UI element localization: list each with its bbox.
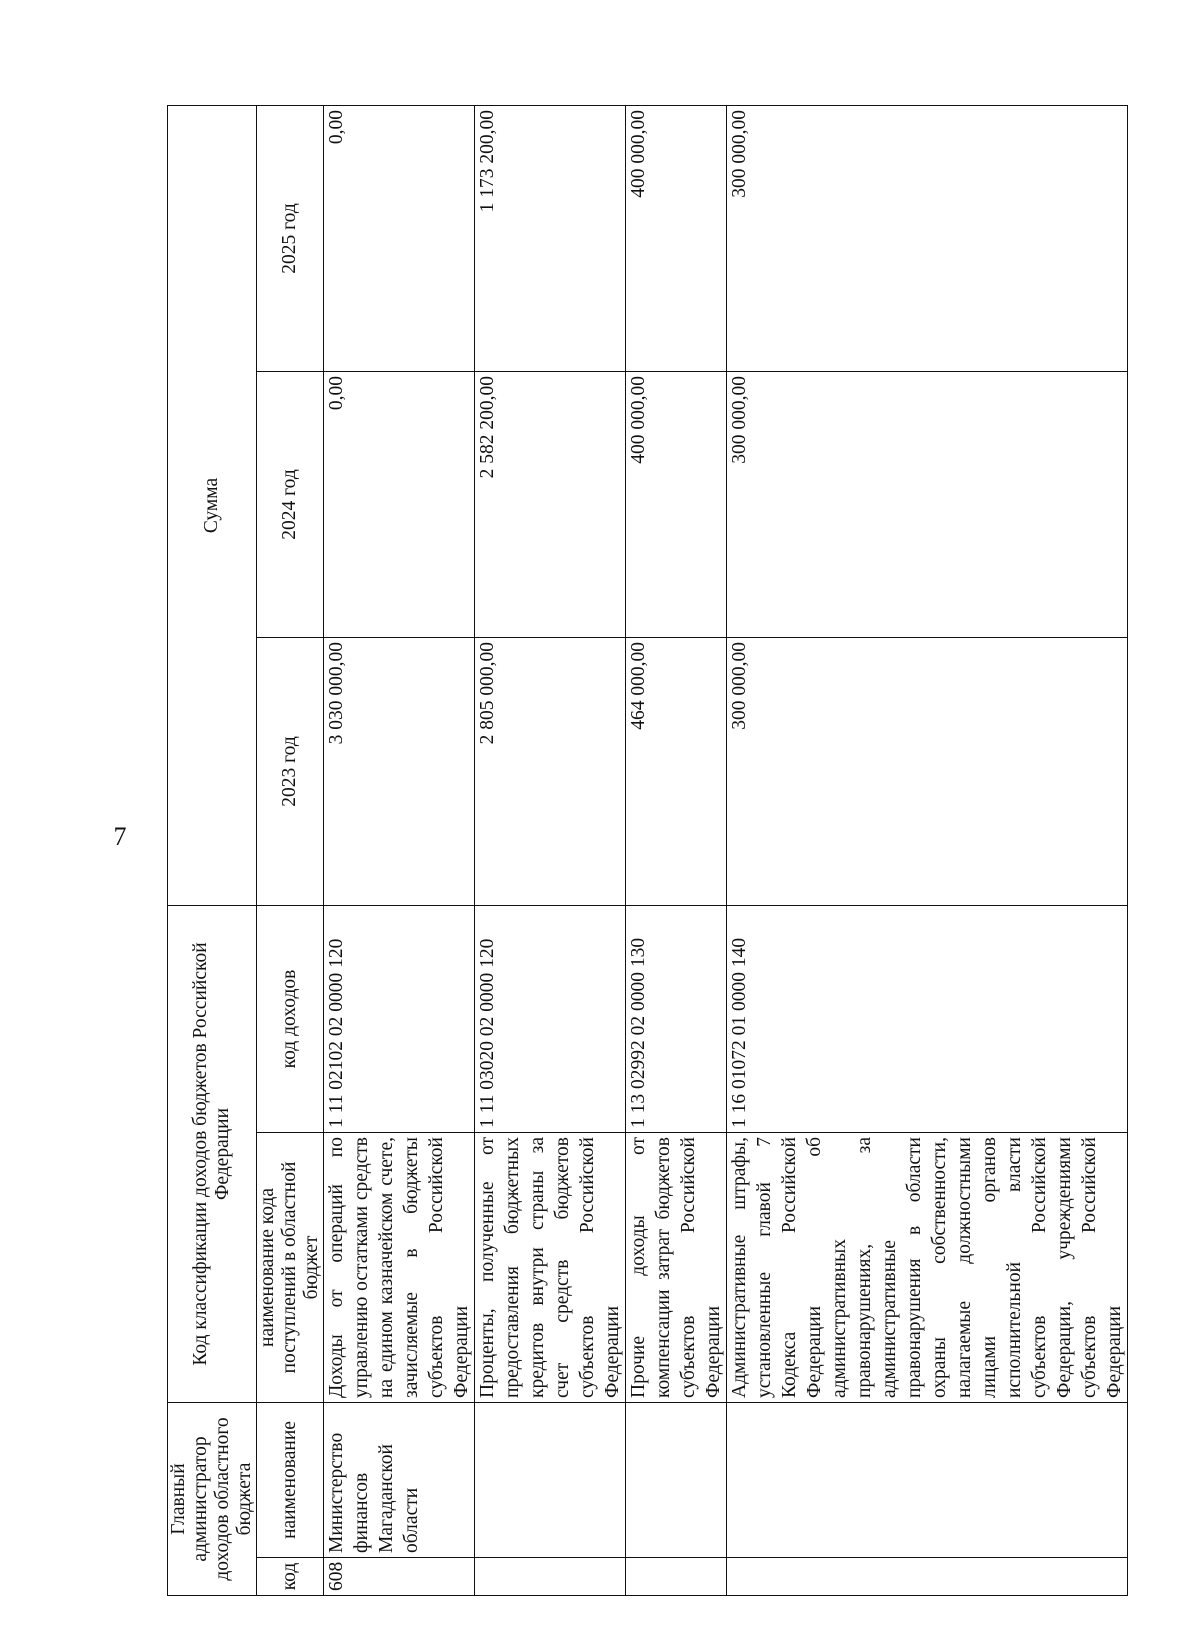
- income-name-cell: Доходы от операций по управлению остатками средств на едином казначейском счете, зачисляемые в бюджеты субъектов Российской Федерации: [324, 1133, 475, 1403]
- rotated-table-container: [167, 106, 1125, 1596]
- amount-2024-cell: 0,00: [324, 372, 475, 638]
- table-row: [626, 106, 727, 1596]
- income-code-cell: 1 16 01072 01 0000 140: [727, 906, 1128, 1133]
- admin-name-cell: [475, 1403, 626, 1558]
- income-name-cell: Прочие доходы от компенсации затрат бюджетов субъектов Российской Федерации: [626, 1133, 727, 1403]
- table-row: [324, 106, 475, 1596]
- header-income-code: код доходов: [257, 906, 324, 1133]
- table-row: [475, 106, 626, 1596]
- amount-2024-cell: 400 000,00: [626, 372, 727, 638]
- admin-code-cell: [626, 1558, 727, 1596]
- amount-2023-cell: 300 000,00: [727, 638, 1128, 906]
- amount-2023-cell: 3 030 000,00: [324, 638, 475, 906]
- amount-2025-cell: 1 173 200,00: [475, 106, 626, 372]
- income-code-cell: 1 11 03020 02 0000 120: [475, 906, 626, 1133]
- admin-code-cell: [475, 1558, 626, 1596]
- amount-2025-cell: 400 000,00: [626, 106, 727, 372]
- amount-2024-cell: 300 000,00: [727, 372, 1128, 638]
- admin-code-cell: [727, 1558, 1128, 1596]
- header-admin-code: код: [257, 1558, 324, 1596]
- income-name-cell: Проценты, полученные от предоставления бюджетных кредитов внутри страны за счет средств бюджетов субъектов Российской Федерации: [475, 1133, 626, 1403]
- income-code-cell: 1 13 02992 02 0000 130: [626, 906, 727, 1133]
- income-code-cell: 1 11 02102 02 0000 120: [324, 906, 475, 1133]
- header-sum: Сумма: [168, 106, 257, 906]
- amount-2025-cell: 0,00: [324, 106, 475, 372]
- revenue-admin-table: [167, 105, 1128, 1596]
- admin-code-cell: 608: [324, 1558, 475, 1596]
- admin-name-cell: Министерство финансов Магаданской области: [324, 1403, 475, 1558]
- admin-name-cell: [626, 1403, 727, 1558]
- table-row: [727, 106, 1128, 1596]
- admin-name-cell: [727, 1403, 1128, 1558]
- header-admin-name: наименование: [257, 1403, 324, 1558]
- header-classification-code: Код классификации доходов бюджетов Российской Федерации: [168, 906, 257, 1403]
- amount-2024-cell: 2 582 200,00: [475, 372, 626, 638]
- header-year-2025: 2025 год: [257, 106, 324, 372]
- amount-2025-cell: 300 000,00: [727, 106, 1128, 372]
- header-income-name: наименование кода поступлений в областной бюджет: [257, 1133, 324, 1403]
- income-name-cell: Административные штрафы, установленные главой 7 Кодекса Российской Федерации об административных правонарушениях, за административные правонарушения в области охраны собственности, налагаемые должностными лицами органов исполнительной власти субъектов Российской Федерации, учреждениями субъектов Российской Федерации: [727, 1133, 1128, 1403]
- amount-2023-cell: 464 000,00: [626, 638, 727, 906]
- amount-2023-cell: 2 805 000,00: [475, 638, 626, 906]
- page-number: 7: [113, 822, 127, 851]
- header-year-2023: 2023 год: [257, 638, 324, 906]
- header-year-2024: 2024 год: [257, 372, 324, 638]
- header-chief-administrator: Главный администратор доходов областного бюджета: [168, 1403, 257, 1596]
